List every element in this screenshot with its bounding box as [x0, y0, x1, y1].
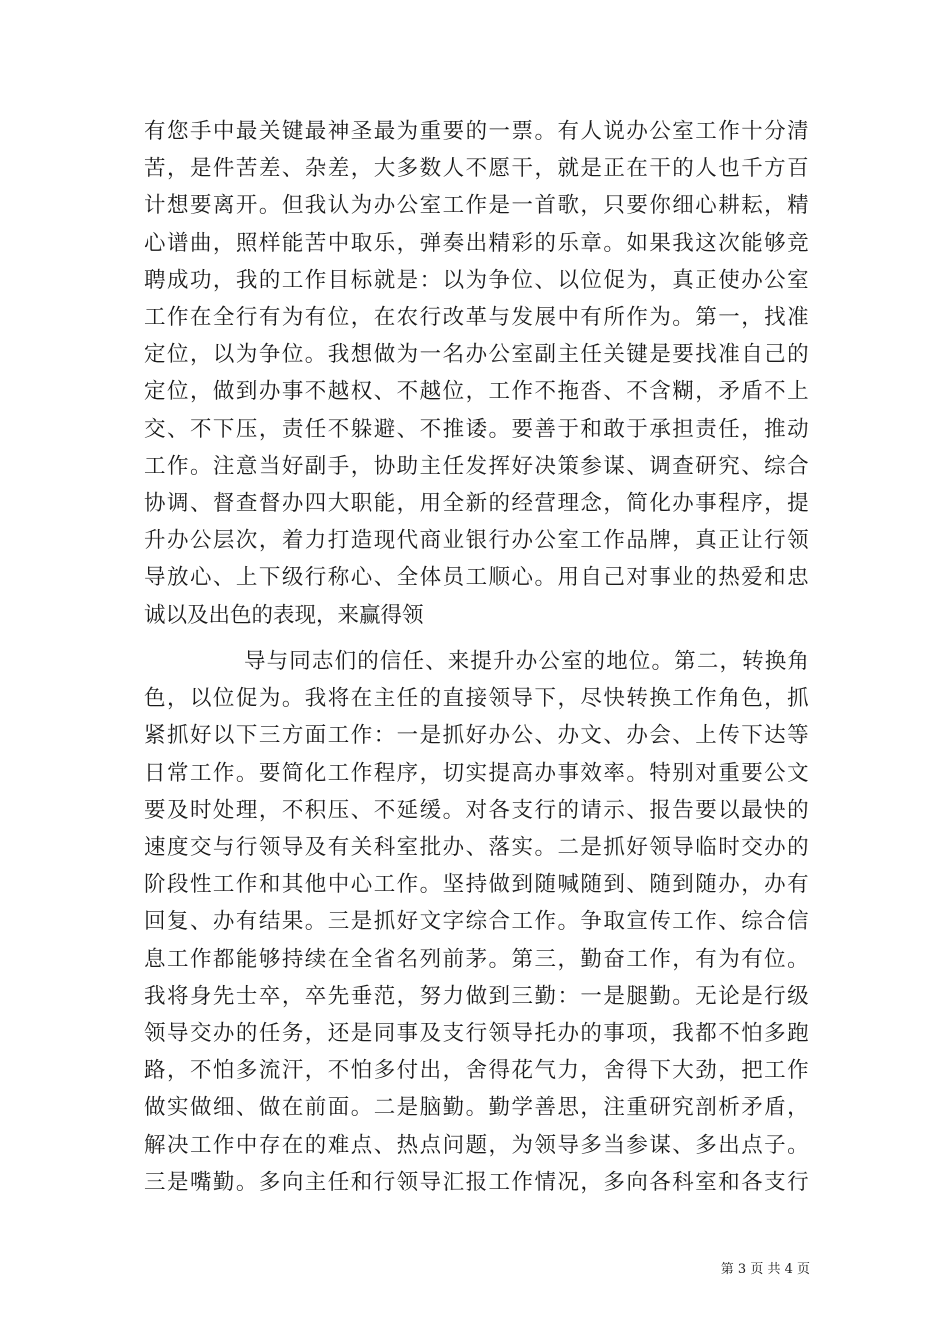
text-line: 息 工 作 都 能 够 持 续 在 全 省 名 列 前 茅 。 第 三 ， 勤 奋 工 作 ， 有 为 有 位 。 [144, 946, 809, 972]
text-line: 阶 段 性 工 作 和 其 他 中 心 工 作 。 坚 持 做 到 随 喊 随 到 、 随 到 随 办 ， 办 有 [144, 872, 809, 898]
text-line: 工 作 。 注 意 当 好 副 手 ， 协 助 主 任 发 挥 好 决 策 参 谋 、 调 查 研 究 、 综 合 [144, 453, 809, 479]
text-line: 日 常 工 作 。 要 简 化 工 作 程 序 ， 切 实 提 高 办 事 效 率 。 特 别 对 重 要 公 文 [144, 760, 809, 786]
text-line: 有 您 手 中 最 关 键 最 神 圣 最 为 重 要 的 一 票 。 有 人 说 办 公 室 工 作 十 分 清 [144, 119, 809, 144]
text-line: 要 及 时 处 理 ， 不 积 压 、 不 延 缓 。 对 各 支 行 的 请 示 、 报 告 要 以 最 快 的 [144, 797, 809, 823]
text-line: 定 位 ， 以 为 争 位 。 我 想 做 为 一 名 办 公 室 副 主 任 关 键 是 要 找 准 自 己 的 [144, 342, 809, 368]
text-line: 升 办 公 层 次 ， 着 力 打 造 现 代 商 业 银 行 办 公 室 工 作 品 牌 ， 真 正 让 行 领 [144, 528, 809, 554]
text-line: 我 将 身 先 士 卒 ， 卒 先 垂 范 ， 努 力 做 到 三 勤 ： 一 是 腿 勤 。 无 论 是 行 级 [144, 983, 809, 1009]
text-line: 聘 成 功 ， 我 的 工 作 目 标 就 是 ： 以 为 争 位 、 以 位 促 为 ， 真 正 使 办 公 室 [144, 267, 809, 293]
text-line: 回 复 、 办 有 结 果 。 三 是 抓 好 文 字 综 合 工 作 。 争 取 宣 传 工 作 、 综 合 信 [144, 909, 809, 935]
text-line: 定 位 ， 做 到 办 事 不 越 权 、 不 越 位 ， 工 作 不 拖 沓 、 不 含 糊 ， 矛 盾 不 上 [144, 379, 809, 405]
text-line: 紧 抓 好 以 下 三 方 面 工 作 ： 一 是 抓 好 办 公 、 办 文 、 办 会 、 上 传 下 达 等 [144, 723, 809, 749]
text-line: 三 是 嘴 勤 。 多 向 主 任 和 行 领 导 汇 报 工 作 情 况 ， 多 向 各 科 室 和 各 支 行 [144, 1169, 809, 1195]
text-line: 导 与 同 志 们 的 信 任 、 来 提 升 办 公 室 的 地 位 。 第 二 ， 转 换 角 [244, 649, 809, 674]
text-line: 诚以及出色的表现，来赢得领 [144, 602, 424, 628]
text-line: 心 谱 曲 ， 照 样 能 苦 中 取 乐 ， 弹 奏 出 精 彩 的 乐 章 。 如 果 我 这 次 能 够 竞 [144, 230, 809, 256]
text-line: 解 决 工 作 中 存 在 的 难 点 、 热 点 问 题 ， 为 领 导 多 当 参 谋 、 多 出 点 子 。 [144, 1132, 809, 1158]
text-line: 领 导 交 办 的 任 务 ， 还 是 同 事 及 支 行 领 导 托 办 的 事 项 ， 我 都 不 怕 多 跑 [144, 1021, 809, 1046]
text-line: 做 实 做 细 、 做 在 前 面 。 二 是 脑 勤 。 勤 学 善 思 ， 注 重 研 究 剖 析 矛 盾 ， [144, 1095, 809, 1121]
text-line: 路 ， 不 怕 多 流 汗 ， 不 怕 多 付 出 ， 舍 得 花 气 力 ， 舍 得 下 大 劲 ， 把 工 作 [144, 1058, 809, 1084]
text-line: 导 放 心 、 上 下 级 行 称 心 、 全 体 员 工 顺 心 。 用 自 己 对 事 业 的 热 爱 和 忠 [144, 565, 809, 591]
text-line: 苦 ， 是 件 苦 差 、 杂 差 ， 大 多 数 人 不 愿 干 ， 就 是 正 在 干 的 人 也 千 方 百 [144, 156, 809, 182]
text-line: 交 、 不 下 压 ， 责 任 不 躲 避 、 不 推 诿 。 要 善 于 和 敢 于 承 担 责 任 ， 推 动 [144, 416, 809, 442]
text-line: 计 想 要 离 开 。 但 我 认 为 办 公 室 工 作 是 一 首 歌 ， 只 要 你 细 心 耕 耘 ， 精 [144, 193, 809, 219]
text-line: 协 调 、 督 查 督 办 四 大 职 能 ， 用 全 新 的 经 营 理 念 ， 简 化 办 事 程 序 ， 提 [144, 491, 809, 516]
text-line: 色 ， 以 位 促 为 。 我 将 在 主 任 的 直 接 领 导 下 ， 尽 快 转 换 工 作 角 色 ， 抓 [144, 686, 809, 712]
page-footer: 第 3 页 共 4 页 [720, 1262, 810, 1277]
text-line: 工 作 在 全 行 有 为 有 位 ， 在 农 行 改 革 与 发 展 中 有 所 作 为 。 第 一 ， 找 准 [144, 305, 809, 330]
text-line: 速 度 交 与 行 领 导 及 有 关 科 室 批 办 、 落 实 。 二 是 抓 好 领 导 临 时 交 办 的 [144, 835, 809, 860]
